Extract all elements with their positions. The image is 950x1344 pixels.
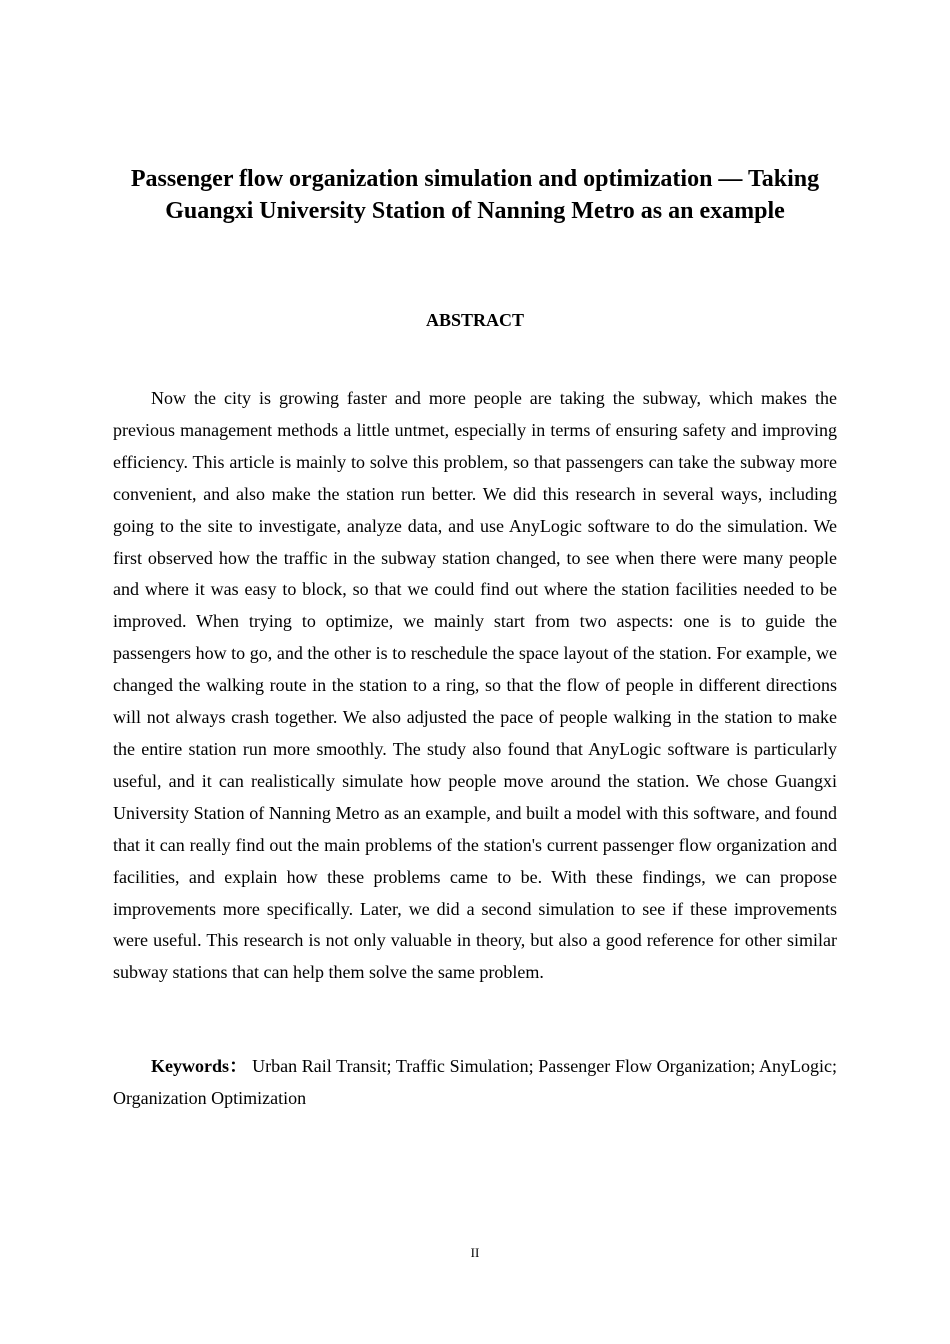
abstract-heading: ABSTRACT [425,310,525,330]
abstract-paragraph: Now the city is growing faster and more people are taking the subway, which makes the previous management methods a little untmet, especially in terms of ensuring safety and improving efficiency. This article is mainly to solve this problem, so that passengers can take the subway more convenient, and also make the station run better. We did this research in several ways, including going to the site to investigate, analyze data, and use AnyLogic software to do the simulation. We first observed how the traffic in the subway station changed, to see when there were many people and where it was easy to block, so that we could find out where the station facilities needed to be improved. When trying to optimize, we mainly start from two aspects: one is to guide the passengers how to go, and the other is to reschedule the space layout of the station. For example, we changed the walking route in the station to a ring, so that the flow of people in different directions will not always crash together. We also adjusted the pace of people walking in the station to make the entire station run more smoothly. The study also found that AnyLogic software is particularly useful, and it can realistically simulate how people move around the station. We chose Guangxi University Station of Nanning Metro as an example, and built a model with this software, and found that it can really find out the main problems of the station's current passenger flow organization and facilities, and explain how these problems came to be. With these findings, we can propose improvements more specifically. Later, we did a second simulation to see if these improvements were useful. This research is not only valuable in theory, but also a good reference for other similar subway stations that can help them solve the same problem. [113,388,837,983]
keywords-list: Urban Rail Transit; Traffic Simulation; Passenger Flow Organization; AnyLogic; Organization Optimization [113,1056,838,1108]
paper-title: Passenger flow organization simulation and optimization — Taking Guangxi University Station of Nanning Metro as an example [130,166,820,224]
keywords-paragraph [113,1051,837,1114]
page-number: II [470,1245,480,1260]
keywords-label: Keywords： [151,1056,248,1076]
